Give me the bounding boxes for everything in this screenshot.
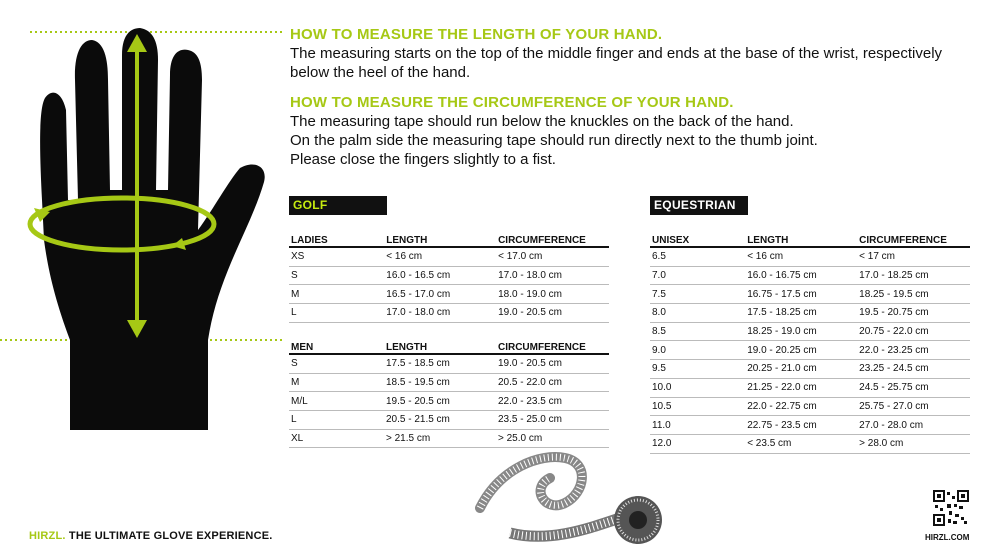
length-cell: 22.0 - 22.75 cm (745, 397, 857, 416)
table-row (650, 304, 970, 323)
circumference-cell: 23.25 - 24.5 cm (857, 360, 970, 379)
size-cell: M (289, 373, 384, 392)
size-cell: L (289, 411, 384, 430)
size-cell: 7.5 (650, 285, 745, 304)
circumference-cell: 22.0 - 23.5 cm (496, 392, 609, 411)
table-row (289, 373, 609, 392)
circumference-cell: 19.0 - 20.5 cm (496, 354, 609, 373)
table-row (650, 341, 970, 360)
size-cell: M (289, 285, 384, 304)
website-link[interactable]: HIRZL.COM (925, 533, 970, 542)
length-cell: 20.25 - 21.0 cm (745, 360, 857, 379)
circumference-cell: 17.0 - 18.25 cm (857, 266, 970, 285)
circumference-cell: 17.0 - 18.0 cm (496, 266, 609, 285)
size-cell: XS (289, 247, 384, 266)
length-cell: 19.0 - 20.25 cm (745, 341, 857, 360)
table-header-row (650, 231, 970, 247)
table-row (650, 285, 970, 304)
circumference-cell: 25.75 - 27.0 cm (857, 397, 970, 416)
column-header: MEN (289, 338, 384, 354)
table-header-row (289, 338, 609, 354)
length-cell: 22.75 - 23.5 cm (745, 416, 857, 435)
instructions (290, 26, 980, 169)
length-cell: 17.5 - 18.5 cm (384, 354, 496, 373)
length-cell: < 16 cm (745, 247, 857, 266)
table-row (289, 247, 609, 266)
column-header: UNISEX (650, 231, 745, 247)
circumference-cell: 19.0 - 20.5 cm (496, 304, 609, 323)
circumference-cell: < 17.0 cm (496, 247, 609, 266)
size-cell: 8.0 (650, 304, 745, 323)
equestrian-unisex-table (650, 231, 970, 454)
length-cell: 18.5 - 19.5 cm (384, 373, 496, 392)
size-cell: L (289, 304, 384, 323)
column-header: CIRCUMFERENCE (496, 338, 609, 354)
table-row (650, 434, 970, 453)
table-row (650, 266, 970, 285)
length-cell: > 21.5 cm (384, 429, 496, 448)
table-row (289, 411, 609, 430)
table-header-row (289, 231, 609, 247)
size-cell: 12.0 (650, 434, 745, 453)
circumference-cell: 19.5 - 20.75 cm (857, 304, 970, 323)
column-header: LENGTH (745, 231, 857, 247)
golf-men-table (289, 338, 609, 448)
size-cell: S (289, 266, 384, 285)
circumference-cell: > 25.0 cm (496, 429, 609, 448)
length-cell: 16.0 - 16.75 cm (745, 266, 857, 285)
circumference-cell: 22.0 - 23.25 cm (857, 341, 970, 360)
circumference-line-1: The measuring tape should run below the knuckles on the back of the hand. (290, 113, 794, 130)
table-row (289, 266, 609, 285)
measuring-tape-icon (470, 448, 680, 553)
table-row (650, 397, 970, 416)
circumference-cell: 27.0 - 28.0 cm (857, 416, 970, 435)
table-row (650, 378, 970, 397)
length-cell: 16.75 - 17.5 cm (745, 285, 857, 304)
size-cell: 11.0 (650, 416, 745, 435)
length-cell: 19.5 - 20.5 cm (384, 392, 496, 411)
length-cell: 17.0 - 18.0 cm (384, 304, 496, 323)
golf-ladies-table (289, 231, 609, 323)
size-cell: XL (289, 429, 384, 448)
golf-section-label: GOLF (289, 196, 387, 215)
table-row (650, 247, 970, 266)
circumference-cell: < 17 cm (857, 247, 970, 266)
column-header: LENGTH (384, 231, 496, 247)
circumference-cell: 20.5 - 22.0 cm (496, 373, 609, 392)
length-cell: 16.0 - 16.5 cm (384, 266, 496, 285)
circumference-cell: 20.75 - 22.0 cm (857, 322, 970, 341)
length-cell: 21.25 - 22.0 cm (745, 378, 857, 397)
circumference-line-3: Please close the fingers slightly to a fist. (290, 151, 556, 168)
qr-code-icon (933, 490, 969, 526)
table-row (650, 360, 970, 379)
table-row (650, 416, 970, 435)
size-cell: 6.5 (650, 247, 745, 266)
equestrian-section-label: EQUESTRIAN (650, 196, 748, 215)
circumference-cell: 18.25 - 19.5 cm (857, 285, 970, 304)
table-row (289, 304, 609, 323)
slogan: THE ULTIMATE GLOVE EXPERIENCE. (68, 530, 273, 542)
column-header: LADIES (289, 231, 384, 247)
length-description: The measuring starts on the top of the middle finger and ends at the base of the wrist, respectively below the heel of the hand. (290, 45, 943, 81)
footer-tagline (29, 530, 273, 542)
circumference-cell: 23.5 - 25.0 cm (496, 411, 609, 430)
circumference-cell: > 28.0 cm (857, 434, 970, 453)
size-cell: 9.0 (650, 341, 745, 360)
circumference-line-2: On the palm side the measuring tape should run directly next to the thumb joint. (290, 132, 818, 149)
length-cell: 20.5 - 21.5 cm (384, 411, 496, 430)
size-cell: S (289, 354, 384, 373)
glove-silhouette-icon (0, 0, 290, 450)
column-header: CIRCUMFERENCE (496, 231, 609, 247)
length-cell: < 16 cm (384, 247, 496, 266)
column-header: LENGTH (384, 338, 496, 354)
length-cell: 17.5 - 18.25 cm (745, 304, 857, 323)
table-row (289, 354, 609, 373)
length-cell: 16.5 - 17.0 cm (384, 285, 496, 304)
table-row (289, 429, 609, 448)
length-heading: HOW TO MEASURE THE LENGTH OF YOUR HAND. (290, 26, 663, 43)
table-row (289, 392, 609, 411)
size-cell: 10.5 (650, 397, 745, 416)
circumference-cell: 24.5 - 25.75 cm (857, 378, 970, 397)
table-row (289, 285, 609, 304)
length-cell: < 23.5 cm (745, 434, 857, 453)
brand-name: HIRZL. (29, 530, 66, 542)
length-cell: 18.25 - 19.0 cm (745, 322, 857, 341)
size-cell: M/L (289, 392, 384, 411)
circumference-heading: HOW TO MEASURE THE CIRCUMFERENCE OF YOUR HAND. (290, 94, 734, 111)
size-cell: 8.5 (650, 322, 745, 341)
table-row (650, 322, 970, 341)
size-cell: 9.5 (650, 360, 745, 379)
circumference-cell: 18.0 - 19.0 cm (496, 285, 609, 304)
size-cell: 7.0 (650, 266, 745, 285)
size-cell: 10.0 (650, 378, 745, 397)
column-header: CIRCUMFERENCE (857, 231, 970, 247)
